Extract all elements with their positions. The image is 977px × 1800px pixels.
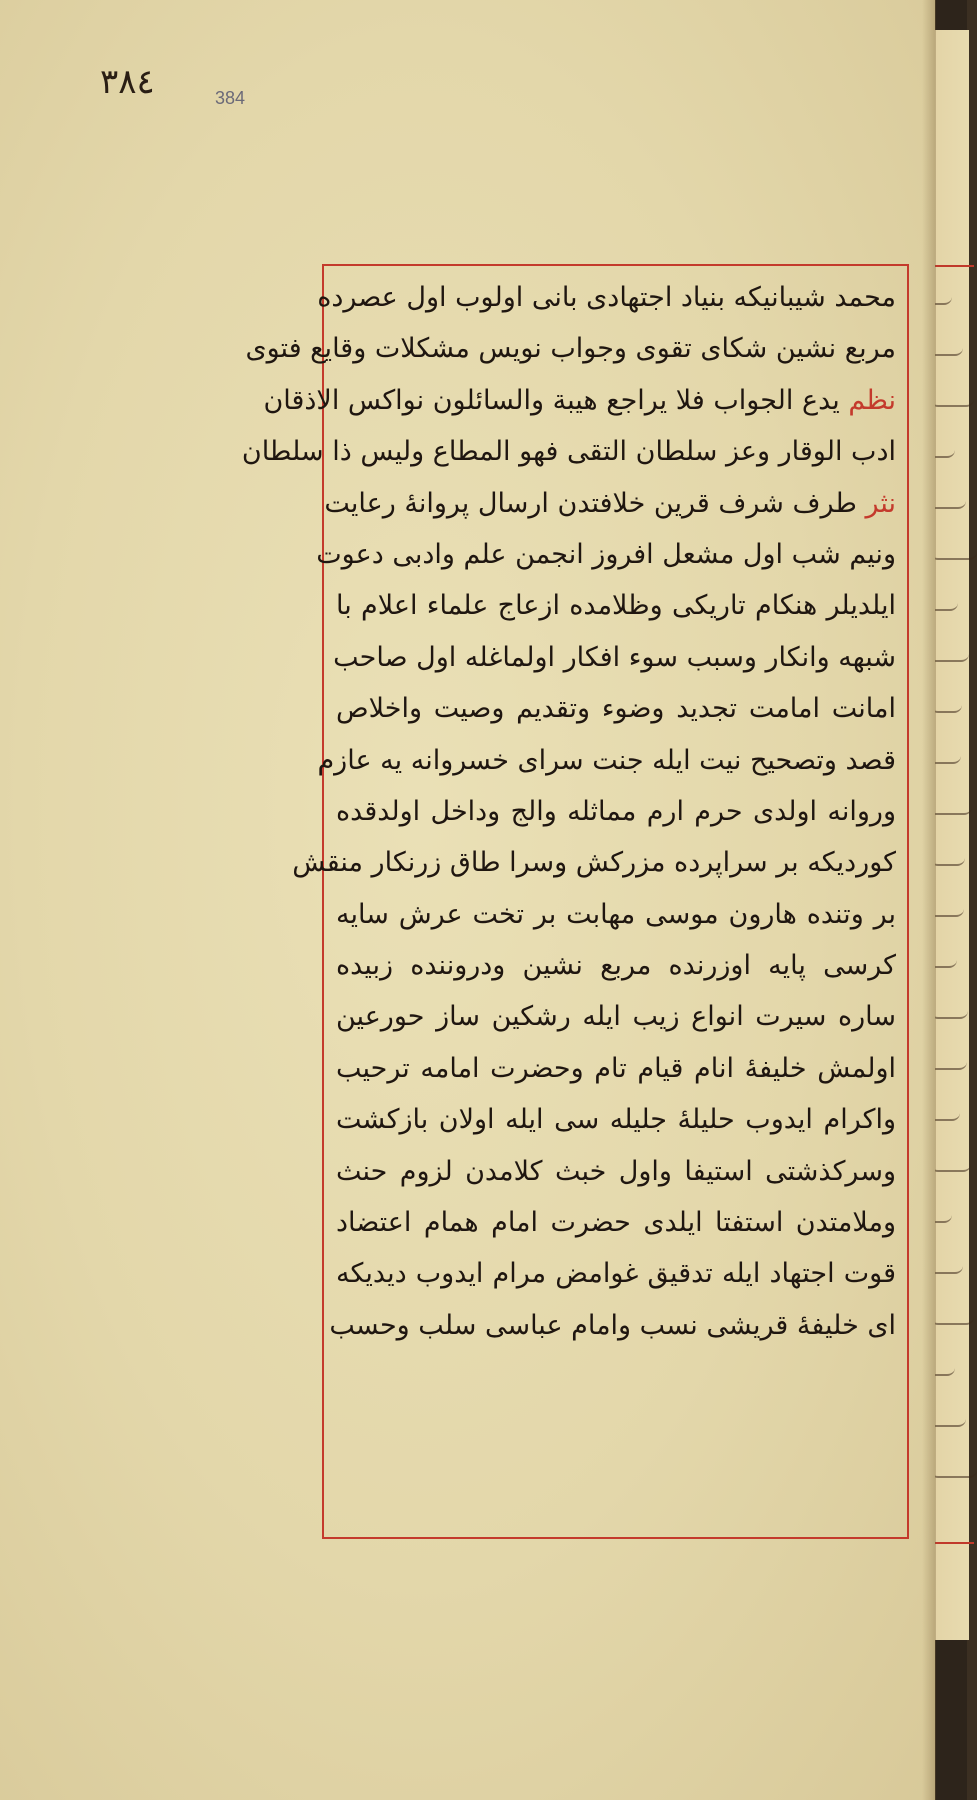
folio-number-arabic: ٣٨٤: [100, 62, 155, 102]
page-gutter-shadow: [922, 0, 936, 1800]
text-line: کرسی پایه اوزرنده مربع نشین ودروننده زبیده: [336, 950, 896, 982]
text-line: قوت اجتهاد ایله تدقیق غوامض مرام ایدوب دیدیکه: [336, 1258, 896, 1290]
text-line: نظم یدع الجواب فلا یراجع هیبة والسائلون نواکس الاذقان: [263, 384, 896, 416]
text-line: ای خلیفهٔ قریشی نسب وامام عباسی سلب وحسب: [329, 1309, 896, 1341]
text-line: وروانه اولدی حرم ارم مماثله والج وداخل اولدقده: [336, 795, 896, 827]
rubric-word: نظم: [848, 384, 896, 416]
text-line: نثر طرف شرف قرین خلافتدن ارسال پروانهٔ رعایت: [324, 487, 896, 519]
next-page-ink-stroke: [930, 1458, 977, 1478]
text-line: واکرام ایدوب حلیلهٔ جلیله سی ایله اولان بازکشت: [336, 1104, 896, 1136]
text-line: اولمش خلیفهٔ انام قیام تام وحضرت امامه ترحیب: [336, 1052, 896, 1084]
text-line: وسرکذشتی استیفا واول خبث کلامدن لزوم حنث: [336, 1155, 896, 1187]
text-line: وملامتدن استفتا ایلدی حضرت امام همام اعتضاد: [336, 1207, 896, 1239]
text-line: امانت امامت تجدید وضوء وتقدیم وصیت واخلاص: [336, 693, 896, 725]
next-page-ink-stroke: [930, 1305, 974, 1325]
text-line: ایلدیلر هنکام تاریکی وظلامده ازعاج علماء اعلام با: [336, 590, 896, 622]
folio-number-pencil: 384: [215, 88, 246, 108]
text-line: ونیم شب اول مشعل افروز انجمن علم وادبی دعوت: [316, 538, 896, 570]
next-page-ink-stroke: [930, 387, 974, 407]
text-line: کوردیکه بر سراپرده مزرکش وسرا طاق زرنکار منقش: [292, 847, 896, 879]
text-line: ادب الوقار وعز سلطان التقی فهو المطاع ولیس ذا سلطان: [241, 436, 896, 468]
next-page-ink-stroke: [930, 540, 977, 560]
text-block: [241, 272, 896, 1532]
next-page-ink-stroke: [930, 1152, 971, 1172]
text-line: مربع نشین شکای تقوی وجواب نویس مشکلات وقایع فتوی: [245, 333, 896, 365]
text-line: ساره سیرت انواع زیب ایله رشکین ساز حورعین: [336, 1001, 896, 1033]
text-line: بر وتنده هارون موسی مهابت بر تخت عرش سایه: [336, 898, 896, 930]
text-line: محمد شیبانیکه بنیاد اجتهادی بانی اولوب اول عصرده: [317, 282, 896, 313]
rubric-word: نثر: [865, 487, 896, 519]
text-line: قصد وتصحیح نیت ایله جنت سرای خسروانه یه عازم: [317, 744, 896, 776]
text-line: شبهه وانکار وسبب سوء افکار اولماغله اول صاحب: [333, 641, 896, 673]
